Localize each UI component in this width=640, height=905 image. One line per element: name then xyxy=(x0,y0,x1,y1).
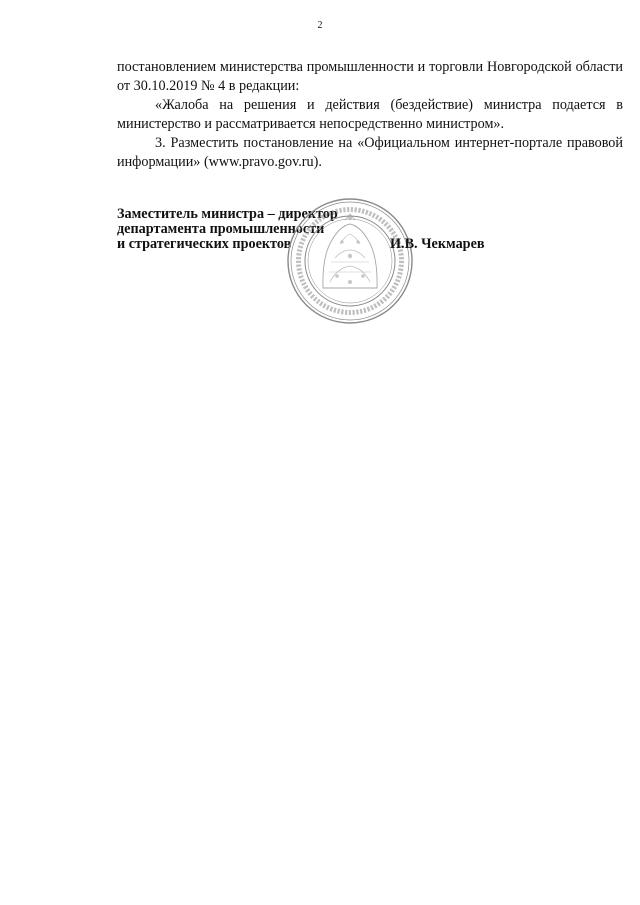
paragraph-continuation: постановлением министерства промышленности и торговли Новгородской области от 30.10.2019 № 4 в редакции: xyxy=(117,59,623,94)
paragraph-complaint-quote: «Жалоба на решения и действия (бездействие) министра подается в министерство и рассматривается непосредственно министром». xyxy=(117,97,623,132)
page-number: 2 xyxy=(317,20,323,31)
signature-position-line: департамента промышленности xyxy=(117,221,325,237)
signature-position-line: и стратегических проектов xyxy=(117,236,292,252)
paragraph-publish-clause: 3. Разместить постановление на «Официальном интернет-портале правовой информации» (www.pravo.gov.ru). xyxy=(117,135,623,170)
signature-position-line: Заместитель министра – директор xyxy=(117,206,338,222)
document-body xyxy=(117,58,623,172)
signatory-name: И.В. Чекмарев xyxy=(390,236,485,252)
official-seal-icon xyxy=(285,196,415,326)
